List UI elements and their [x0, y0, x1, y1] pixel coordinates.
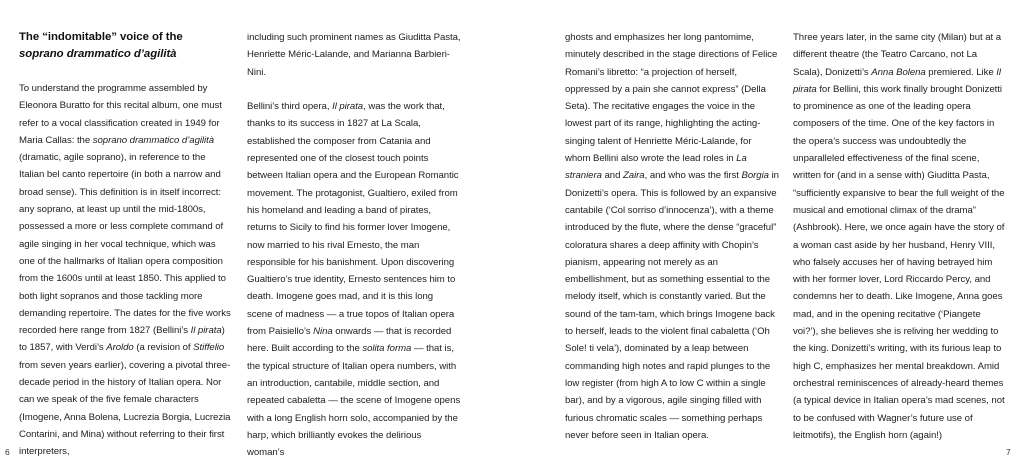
text-run: ghosts and emphasizes her long pantomime, minutely described in the stage directions of Felice Romani’s libretto: “a projection of herself, oppressed by a pain she cannot express” (Della Seta). The recitative engages the voice in the lowest part of its range, highlighting the acting-singing talent of Henriette Méric-Lalande, for whom Bellini also wrote the lead roles in: [565, 32, 778, 165]
text-run: — that is, the typical structure of Italian opera numbers, with an introduction, cantabile, middle section, and repeated cabaletta — the scene of Imogene opens with a long English horn solo, accompanied by the harp, which brilliantly evokes the delirious woman’s: [247, 343, 461, 459]
page-number: 7: [1006, 447, 1011, 457]
italic-term: Nina: [313, 326, 333, 338]
text-run: (dramatic, agile soprano), in reference to the Italian bel canto repertoire (in both a narrow and broad sense). This definition is in itself incorrect: any soprano, at least up until the mid-1800s, possessed a more or less complete command of agile singing in her vocal technique, which was one of the hallmarks of Italian opera composition from the 1600s until at least 1850. This applied to both light sopranos and those tackling more demanding repertoire. The dates for the five works recorded here range from 1827 (Bellini’s: [19, 152, 231, 337]
text-run: from seven years earlier), covering a pivotal three-decade period in the history of Italian opera. Nor can we speak of the five female characters (Imogene, Anna Bolena, Lucrezia Borgia, Lucrezia Contarini, and Mina) without referring to their first interpreters,: [19, 359, 231, 458]
italic-term: La straniera: [565, 153, 747, 182]
heading-line-2: soprano drammatico d’agilità: [19, 48, 177, 60]
text-run: Three years later, in the same city (Milan) but at a different theatre (the Teatro Carcano, not La Scala), Donizetti’s: [793, 32, 1002, 78]
italic-term: Il pirata: [332, 101, 364, 113]
section-heading: [19, 29, 233, 63]
italic-term: Aroldo: [106, 342, 134, 354]
italic-term: Zaira: [622, 170, 645, 182]
column-1: [19, 29, 233, 461]
paragraph: [19, 80, 233, 461]
right-page: [512, 0, 1024, 466]
italic-term: Stiffelio: [193, 342, 225, 354]
text-run: , was the work that, thanks to its success in 1827 at La Scala, established the composer from Catania and represented one of the closest touch points between Italian opera and the European Romantic movement. The protagonist, Gualtiero, exiled from his homeland and leading a band of pirates, returns to Sicily to find his former lover Imogene, now married to his rival Ernesto, the man responsible for his banishment. Upon discovering Gualtiero’s true identity, Ernesto sentences him to death. Imogene goes mad, and it is this long scene of madness — a true topos of Italian opera from Paisiello’s: [247, 101, 459, 338]
italic-term: Anna Bolena: [871, 66, 926, 78]
text-run: for Bellini, this work finally brought Donizetti to prominence as one of the leading opera composers of the time. One of the key factors in the opera’s success was undoubtedly the unparalleled effectiveness of the final scene, written for (and in a sense with) Giuditta Pasta, “sufficiently expansive to bear the full weight of the musical and emotional climax of the drama” (Ashbrook). Here, we once again have the story of a woman cast aside by her husband, Henry VIII, who falsely accuses her of having betrayed him with her former lover, Lord Riccardo Percy, and condemns her to death. Like Imogene, Anna goes mad, and in the opening recitative (‘Piangete voi?’), she believes she is reliving her wedding to the king. Donizetti’s writing, with its furious leap to high C, emphasizes her mental breakdown. Amid orchestral reminiscences of already-heard themes (a typical device in Italian opera’s mad scenes, not to be confused with Wagner’s future use of leitmotifs), the English horn (again!): [793, 83, 1005, 441]
italic-term: soprano drammatico d’agilità: [92, 134, 214, 146]
text-run: onwards — that is recorded here. Built according to the: [247, 326, 452, 355]
italic-term: Borgia: [741, 170, 769, 182]
paragraph: [247, 98, 461, 461]
italic-term: Il pirata: [190, 325, 222, 337]
heading-line-1: The “indomitable” voice of the: [19, 31, 183, 43]
text-run: Bellini’s third opera,: [247, 101, 333, 113]
column-3: [565, 29, 779, 444]
text-run: , and who was the first: [644, 170, 742, 182]
text-run: and: [601, 170, 623, 182]
paragraph: [565, 29, 779, 444]
text-run: in Donizetti’s opera. This is followed by an expansive cantabile (‘Col sorriso d’innocenza’), with a theme introduced by the flute, where the dense “graceful” coloratura shares a deep affinity with Chopin’s pianism, appearing not merely as an embellishment, but as something essential to the melody itself, which is constantly varied. But the sound of the tam-tam, which brings Imogene back to herself, leads to the violent final cabaletta (‘Oh Sole! ti vela’), dominated by a leap between commanding high notes and rapid plunges to the low register (from high A to low C within a single bar), and by a vigorous, agile singing filled with furious chromatic scales — something perhaps never before seen in Italian opera.: [565, 170, 779, 441]
text-run: (a revision of: [133, 342, 194, 354]
text-run: premiered. Like: [925, 66, 997, 78]
text-run: ) to 1857, with Verdi’s: [19, 325, 225, 354]
text-run: To understand the programme assembled by Eleonora Buratto for this recital album, one must refer to a vocal classification created in 1949 for Maria Callas: the: [19, 83, 222, 146]
page-number: 6: [5, 447, 10, 457]
italic-term: solita forma: [362, 343, 412, 355]
column-2: [247, 29, 461, 461]
paragraph: including such prominent names as Giuditta Pasta, Henriette Méric-Lalande, and Marianna Barbieri-Nini.: [247, 32, 461, 78]
column-4: [793, 29, 1007, 444]
paragraph: [793, 29, 1007, 444]
italic-term: Il pirata: [793, 66, 1001, 95]
